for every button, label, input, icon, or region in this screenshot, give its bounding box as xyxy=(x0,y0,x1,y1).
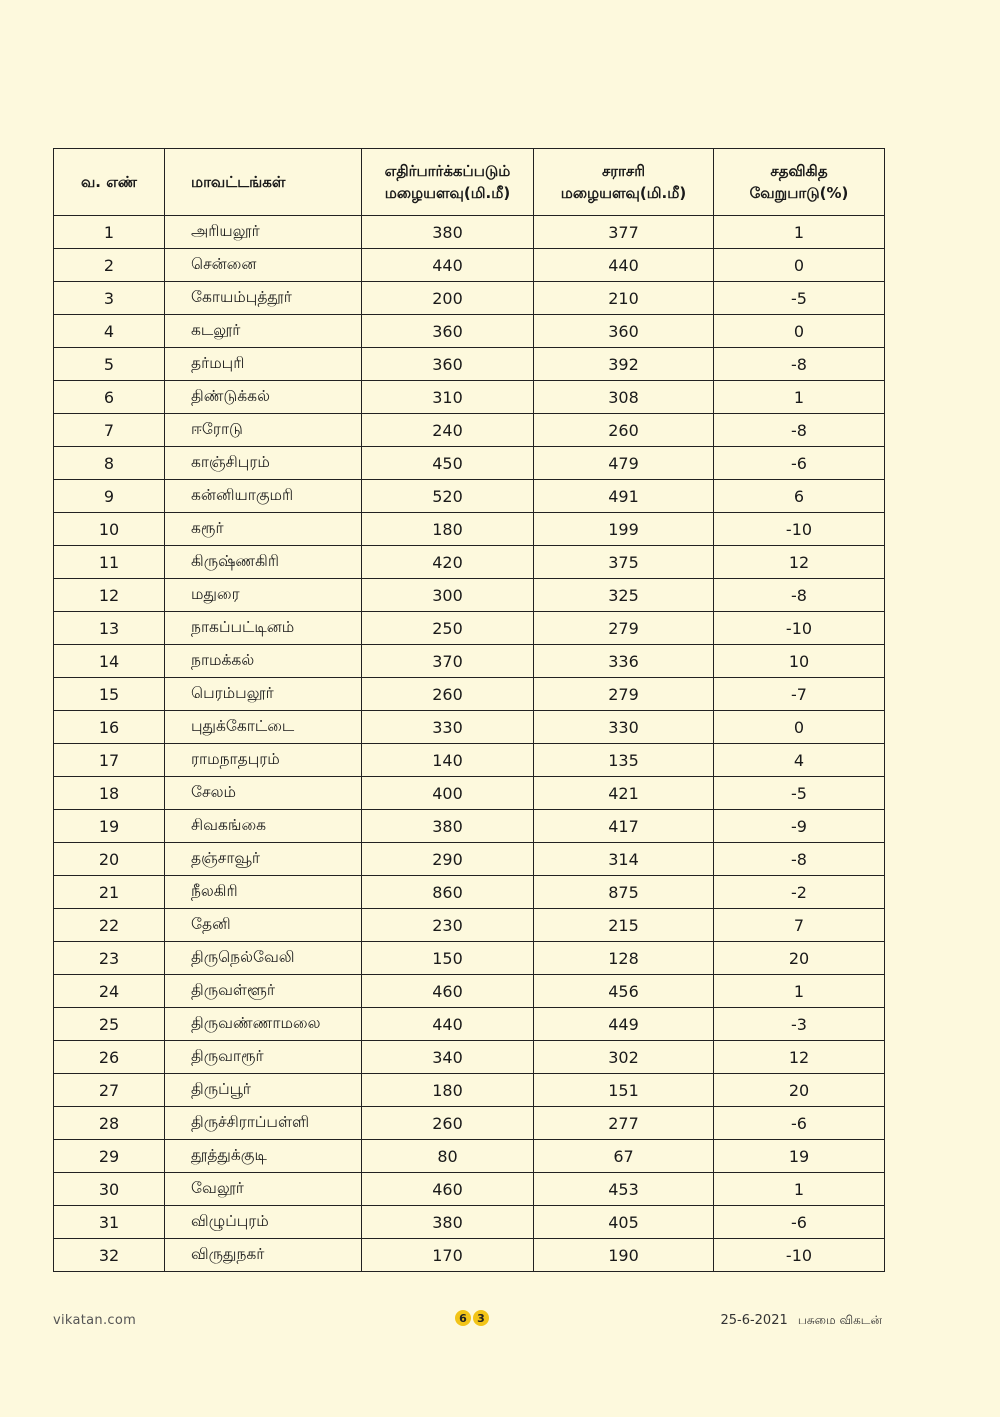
expected-rainfall-cell: 380 xyxy=(362,216,534,249)
expected-rainfall-cell: 380 xyxy=(362,1206,534,1239)
average-rainfall-cell: 190 xyxy=(534,1239,714,1272)
serial-cell: 2 xyxy=(54,249,165,282)
header-average-rainfall xyxy=(534,149,714,216)
serial-cell: 18 xyxy=(54,777,165,810)
deviation-cell: -8 xyxy=(714,348,885,381)
expected-rainfall-cell: 240 xyxy=(362,414,534,447)
table-row xyxy=(54,1041,885,1074)
table-row xyxy=(54,1206,885,1239)
deviation-cell: -2 xyxy=(714,876,885,909)
average-rainfall-cell: 449 xyxy=(534,1008,714,1041)
district-cell: வேலூர் xyxy=(165,1173,362,1206)
expected-rainfall-cell: 420 xyxy=(362,546,534,579)
deviation-cell: 1 xyxy=(714,1173,885,1206)
average-rainfall-cell: 336 xyxy=(534,645,714,678)
district-cell: திருவள்ளூர் xyxy=(165,975,362,1008)
serial-cell: 21 xyxy=(54,876,165,909)
deviation-cell: 1 xyxy=(714,216,885,249)
expected-rainfall-cell: 400 xyxy=(362,777,534,810)
average-rainfall-cell: 199 xyxy=(534,513,714,546)
header-line: எதிர்பார்க்கப்படும் xyxy=(384,162,511,180)
average-rainfall-cell: 453 xyxy=(534,1173,714,1206)
district-cell: திருச்சிராப்பள்ளி xyxy=(165,1107,362,1140)
expected-rainfall-cell: 370 xyxy=(362,645,534,678)
deviation-cell: -6 xyxy=(714,1206,885,1239)
table-row xyxy=(54,315,885,348)
expected-rainfall-cell: 460 xyxy=(362,975,534,1008)
average-rainfall-cell: 128 xyxy=(534,942,714,975)
header-serial: வ. எண் xyxy=(54,149,165,216)
header-district: மாவட்டங்கள் xyxy=(165,149,362,216)
deviation-cell: 7 xyxy=(714,909,885,942)
average-rainfall-cell: 215 xyxy=(534,909,714,942)
average-rainfall-cell: 479 xyxy=(534,447,714,480)
serial-cell: 12 xyxy=(54,579,165,612)
average-rainfall-cell: 417 xyxy=(534,810,714,843)
serial-cell: 27 xyxy=(54,1074,165,1107)
serial-cell: 16 xyxy=(54,711,165,744)
serial-cell: 25 xyxy=(54,1008,165,1041)
table-row xyxy=(54,711,885,744)
table-row xyxy=(54,678,885,711)
deviation-cell: -8 xyxy=(714,843,885,876)
district-cell: சென்னை xyxy=(165,249,362,282)
header-line: வேறுபாடு(%) xyxy=(749,184,849,202)
serial-cell: 11 xyxy=(54,546,165,579)
expected-rainfall-cell: 450 xyxy=(362,447,534,480)
expected-rainfall-cell: 180 xyxy=(362,1074,534,1107)
district-cell: சிவகங்கை xyxy=(165,810,362,843)
table-row xyxy=(54,249,885,282)
magazine-name: பசுமை விகடன் xyxy=(797,1313,882,1327)
table-row xyxy=(54,645,885,678)
deviation-cell: 19 xyxy=(714,1140,885,1173)
district-cell: விழுப்புரம் xyxy=(165,1206,362,1239)
district-cell: திண்டுக்கல் xyxy=(165,381,362,414)
table-row xyxy=(54,1173,885,1206)
district-cell: திருநெல்வேலி xyxy=(165,942,362,975)
expected-rainfall-cell: 340 xyxy=(362,1041,534,1074)
serial-cell: 9 xyxy=(54,480,165,513)
deviation-cell: -3 xyxy=(714,1008,885,1041)
rainfall-table xyxy=(53,148,885,1272)
average-rainfall-cell: 135 xyxy=(534,744,714,777)
average-rainfall-cell: 279 xyxy=(534,612,714,645)
issue-date: 25-6-2021 xyxy=(720,1313,788,1328)
deviation-cell: 12 xyxy=(714,1041,885,1074)
serial-cell: 1 xyxy=(54,216,165,249)
expected-rainfall-cell: 140 xyxy=(362,744,534,777)
serial-cell: 13 xyxy=(54,612,165,645)
expected-rainfall-cell: 440 xyxy=(362,1008,534,1041)
district-cell: நாமக்கல் xyxy=(165,645,362,678)
table-row xyxy=(54,744,885,777)
district-cell: தூத்துக்குடி xyxy=(165,1140,362,1173)
table-row xyxy=(54,1107,885,1140)
table-row xyxy=(54,579,885,612)
district-cell: கிருஷ்ணகிரி xyxy=(165,546,362,579)
deviation-cell: 1 xyxy=(714,975,885,1008)
average-rainfall-cell: 330 xyxy=(534,711,714,744)
serial-cell: 8 xyxy=(54,447,165,480)
table-row xyxy=(54,975,885,1008)
average-rainfall-cell: 277 xyxy=(534,1107,714,1140)
table-body xyxy=(54,216,885,1272)
deviation-cell: 0 xyxy=(714,711,885,744)
table-row xyxy=(54,546,885,579)
serial-cell: 29 xyxy=(54,1140,165,1173)
expected-rainfall-cell: 860 xyxy=(362,876,534,909)
page-digit: 6 xyxy=(455,1310,471,1326)
serial-cell: 26 xyxy=(54,1041,165,1074)
deviation-cell: -9 xyxy=(714,810,885,843)
table-row xyxy=(54,1140,885,1173)
serial-cell: 17 xyxy=(54,744,165,777)
average-rainfall-cell: 392 xyxy=(534,348,714,381)
deviation-cell: -8 xyxy=(714,579,885,612)
page-number xyxy=(455,1310,489,1326)
average-rainfall-cell: 67 xyxy=(534,1140,714,1173)
serial-cell: 31 xyxy=(54,1206,165,1239)
expected-rainfall-cell: 170 xyxy=(362,1239,534,1272)
expected-rainfall-cell: 230 xyxy=(362,909,534,942)
district-cell: விருதுநகர் xyxy=(165,1239,362,1272)
deviation-cell: 20 xyxy=(714,942,885,975)
table-row xyxy=(54,414,885,447)
serial-cell: 24 xyxy=(54,975,165,1008)
header-line: மழையளவு(மி.மீ) xyxy=(384,184,511,202)
district-cell: தஞ்சாவூர் xyxy=(165,843,362,876)
district-cell: சேலம் xyxy=(165,777,362,810)
average-rainfall-cell: 325 xyxy=(534,579,714,612)
deviation-cell: -10 xyxy=(714,1239,885,1272)
district-cell: நாகப்பட்டினம் xyxy=(165,612,362,645)
table-row xyxy=(54,810,885,843)
table-row xyxy=(54,381,885,414)
issue-info xyxy=(720,1313,882,1329)
table-row xyxy=(54,216,885,249)
district-cell: கடலூர் xyxy=(165,315,362,348)
average-rainfall-cell: 260 xyxy=(534,414,714,447)
expected-rainfall-cell: 260 xyxy=(362,1107,534,1140)
serial-cell: 23 xyxy=(54,942,165,975)
average-rainfall-cell: 308 xyxy=(534,381,714,414)
average-rainfall-cell: 491 xyxy=(534,480,714,513)
district-cell: தர்மபுரி xyxy=(165,348,362,381)
expected-rainfall-cell: 260 xyxy=(362,678,534,711)
header-line: சதவிகித xyxy=(770,162,828,180)
table-row xyxy=(54,480,885,513)
district-cell: நீலகிரி xyxy=(165,876,362,909)
deviation-cell: 6 xyxy=(714,480,885,513)
expected-rainfall-cell: 360 xyxy=(362,315,534,348)
table-row xyxy=(54,777,885,810)
deviation-cell: -5 xyxy=(714,777,885,810)
district-cell: பெரம்பலூர் xyxy=(165,678,362,711)
serial-cell: 3 xyxy=(54,282,165,315)
expected-rainfall-cell: 310 xyxy=(362,381,534,414)
page-digit: 3 xyxy=(473,1310,489,1326)
expected-rainfall-cell: 330 xyxy=(362,711,534,744)
expected-rainfall-cell: 80 xyxy=(362,1140,534,1173)
table-row xyxy=(54,909,885,942)
expected-rainfall-cell: 150 xyxy=(362,942,534,975)
deviation-cell: -7 xyxy=(714,678,885,711)
average-rainfall-cell: 210 xyxy=(534,282,714,315)
table-row xyxy=(54,348,885,381)
expected-rainfall-cell: 180 xyxy=(362,513,534,546)
serial-cell: 32 xyxy=(54,1239,165,1272)
table-row xyxy=(54,942,885,975)
district-cell: திருப்பூர் xyxy=(165,1074,362,1107)
district-cell: தேனி xyxy=(165,909,362,942)
district-cell: கோயம்புத்தூர் xyxy=(165,282,362,315)
serial-cell: 10 xyxy=(54,513,165,546)
header-expected-rainfall xyxy=(362,149,534,216)
expected-rainfall-cell: 460 xyxy=(362,1173,534,1206)
district-cell: கன்னியாகுமரி xyxy=(165,480,362,513)
district-cell: காஞ்சிபுரம் xyxy=(165,447,362,480)
serial-cell: 4 xyxy=(54,315,165,348)
average-rainfall-cell: 377 xyxy=(534,216,714,249)
table-row xyxy=(54,612,885,645)
header-line: சராசரி xyxy=(602,162,645,180)
serial-cell: 14 xyxy=(54,645,165,678)
district-cell: அரியலூர் xyxy=(165,216,362,249)
expected-rainfall-cell: 300 xyxy=(362,579,534,612)
district-cell: மதுரை xyxy=(165,579,362,612)
serial-cell: 15 xyxy=(54,678,165,711)
average-rainfall-cell: 875 xyxy=(534,876,714,909)
average-rainfall-cell: 375 xyxy=(534,546,714,579)
district-cell: ராமநாதபுரம் xyxy=(165,744,362,777)
table-header-row xyxy=(54,149,885,216)
average-rainfall-cell: 440 xyxy=(534,249,714,282)
header-line: மழையளவு(மி.மீ) xyxy=(560,184,687,202)
district-cell: புதுக்கோட்டை xyxy=(165,711,362,744)
average-rainfall-cell: 421 xyxy=(534,777,714,810)
average-rainfall-cell: 279 xyxy=(534,678,714,711)
deviation-cell: -10 xyxy=(714,513,885,546)
table-row xyxy=(54,876,885,909)
deviation-cell: 1 xyxy=(714,381,885,414)
district-cell: திருவாரூர் xyxy=(165,1041,362,1074)
average-rainfall-cell: 360 xyxy=(534,315,714,348)
deviation-cell: -8 xyxy=(714,414,885,447)
deviation-cell: -6 xyxy=(714,447,885,480)
deviation-cell: -6 xyxy=(714,1107,885,1140)
serial-cell: 6 xyxy=(54,381,165,414)
site-url: vikatan.com xyxy=(53,1313,137,1328)
average-rainfall-cell: 405 xyxy=(534,1206,714,1239)
serial-cell: 19 xyxy=(54,810,165,843)
serial-cell: 22 xyxy=(54,909,165,942)
expected-rainfall-cell: 290 xyxy=(362,843,534,876)
table-row xyxy=(54,513,885,546)
deviation-cell: 12 xyxy=(714,546,885,579)
deviation-cell: -5 xyxy=(714,282,885,315)
header-percent-deviation xyxy=(714,149,885,216)
serial-cell: 7 xyxy=(54,414,165,447)
deviation-cell: -10 xyxy=(714,612,885,645)
serial-cell: 30 xyxy=(54,1173,165,1206)
expected-rainfall-cell: 440 xyxy=(362,249,534,282)
expected-rainfall-cell: 250 xyxy=(362,612,534,645)
expected-rainfall-cell: 360 xyxy=(362,348,534,381)
table-row xyxy=(54,843,885,876)
table-row xyxy=(54,282,885,315)
expected-rainfall-cell: 380 xyxy=(362,810,534,843)
deviation-cell: 0 xyxy=(714,315,885,348)
district-cell: ஈரோடு xyxy=(165,414,362,447)
table-row xyxy=(54,1008,885,1041)
expected-rainfall-cell: 200 xyxy=(362,282,534,315)
expected-rainfall-cell: 520 xyxy=(362,480,534,513)
district-cell: திருவண்ணாமலை xyxy=(165,1008,362,1041)
table-row xyxy=(54,1239,885,1272)
deviation-cell: 4 xyxy=(714,744,885,777)
table-row xyxy=(54,447,885,480)
average-rainfall-cell: 456 xyxy=(534,975,714,1008)
average-rainfall-cell: 314 xyxy=(534,843,714,876)
serial-cell: 5 xyxy=(54,348,165,381)
district-cell: கரூர் xyxy=(165,513,362,546)
average-rainfall-cell: 151 xyxy=(534,1074,714,1107)
deviation-cell: 20 xyxy=(714,1074,885,1107)
serial-cell: 28 xyxy=(54,1107,165,1140)
deviation-cell: 10 xyxy=(714,645,885,678)
table-row xyxy=(54,1074,885,1107)
serial-cell: 20 xyxy=(54,843,165,876)
deviation-cell: 0 xyxy=(714,249,885,282)
average-rainfall-cell: 302 xyxy=(534,1041,714,1074)
